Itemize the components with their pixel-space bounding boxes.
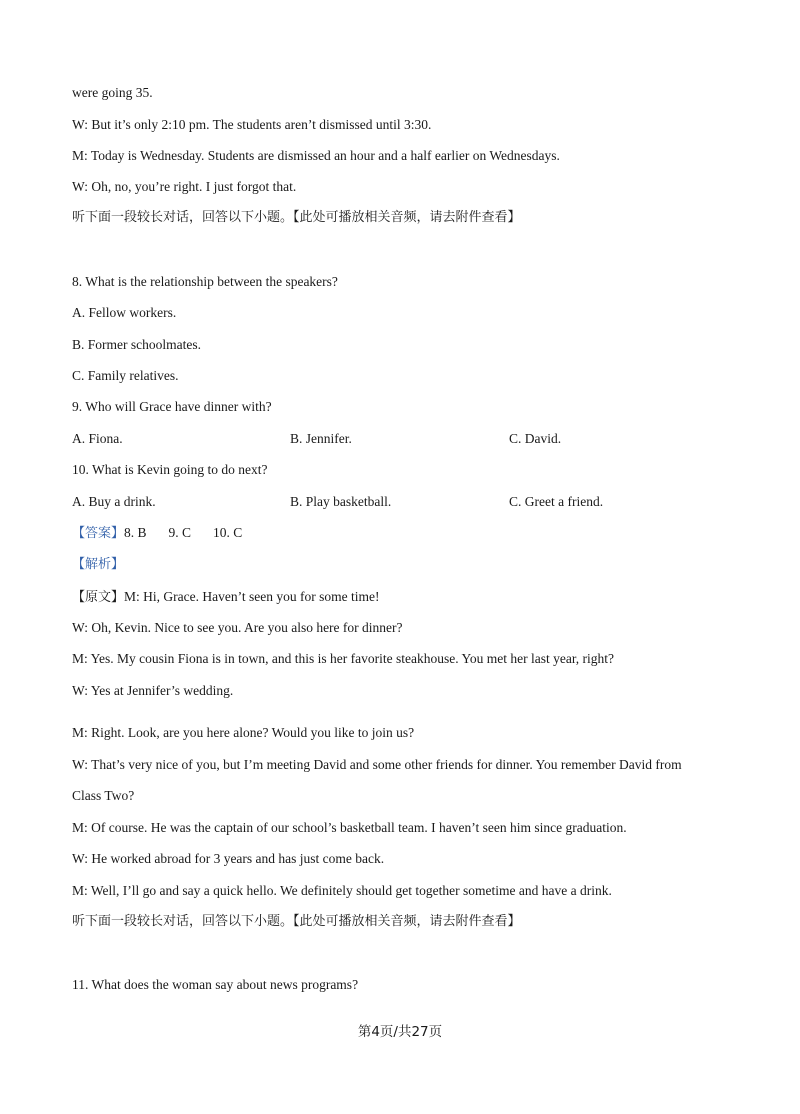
text-line: were going 35. [72, 85, 153, 100]
question-9-option-a: A. Fiona. [72, 431, 123, 446]
question-10-option-b: B. Play basketball. [290, 494, 392, 509]
page-number-footer: 第4页/共27页 [357, 1024, 443, 1040]
text-line: W: Oh, no, you’re right. I just forgot that. [72, 179, 297, 194]
transcript-text: M: Hi, Grace. Haven’t seen you for some time! [124, 589, 380, 604]
transcript-line-9: M: Well, I’ll go and say a quick hello. We definitely should get together sometime and have a drink. [72, 883, 612, 898]
transcript-line-7: M: Of course. He was the captain of our school’s basketball team. I haven’t seen him since graduation. [72, 820, 627, 835]
answer-label: 【答案】 [72, 526, 125, 541]
answer-line [72, 524, 242, 543]
question-11-stem: 11. What does the woman say about news programs? [72, 977, 359, 992]
analysis-label: 【解析】 [72, 557, 125, 572]
question-10-stem: 10. What is Kevin going to do next? [72, 462, 268, 477]
listening-instruction: 听下面一段较长对话，回答以下小题。【此处可播放相关音频，请去附件查看】 [72, 210, 521, 225]
transcript-line-3: M: Yes. My cousin Fiona is in town, and this is her favorite steakhouse. You met her last year, right? [72, 651, 615, 666]
answer-10: 10. C [213, 525, 243, 540]
transcript-line-5: M: Right. Look, are you here alone? Would you like to join us? [72, 725, 415, 740]
question-10-option-a: A. Buy a drink. [72, 494, 156, 509]
transcript-line-6: W: That’s very nice of you, but I’m meeting David and some other friends for dinner. You remember David from [72, 757, 682, 772]
transcript-line-4: W: Yes at Jennifer’s wedding. [72, 683, 234, 698]
transcript-line-1 [72, 588, 379, 607]
question-8-option-a: A. Fellow workers. [72, 305, 177, 320]
answer-8: 8. B [124, 525, 147, 540]
question-8-option-c: C. Family relatives. [72, 368, 179, 383]
question-9-stem: 9. Who will Grace have dinner with? [72, 399, 272, 414]
transcript-line-2: W: Oh, Kevin. Nice to see you. Are you also here for dinner? [72, 620, 403, 635]
answer-9: 9. C [168, 525, 192, 540]
text-line: W: But it’s only 2:10 pm. The students aren’t dismissed until 3:30. [72, 117, 432, 132]
transcript-label: 【原文】 [72, 590, 125, 605]
question-9-option-c: C. David. [509, 431, 562, 446]
transcript-line-8: W: He worked abroad for 3 years and has just come back. [72, 851, 385, 866]
question-8-stem: 8. What is the relationship between the speakers? [72, 274, 338, 289]
question-10-option-c: C. Greet a friend. [509, 494, 604, 509]
listening-instruction: 听下面一段较长对话，回答以下小题。【此处可播放相关音频，请去附件查看】 [72, 914, 521, 929]
question-8-option-b: B. Former schoolmates. [72, 337, 201, 352]
text-line: M: Today is Wednesday. Students are dismissed an hour and a half earlier on Wednesdays. [72, 148, 560, 163]
transcript-line-6-cont: Class Two? [72, 788, 135, 803]
question-9-option-b: B. Jennifer. [290, 431, 352, 446]
